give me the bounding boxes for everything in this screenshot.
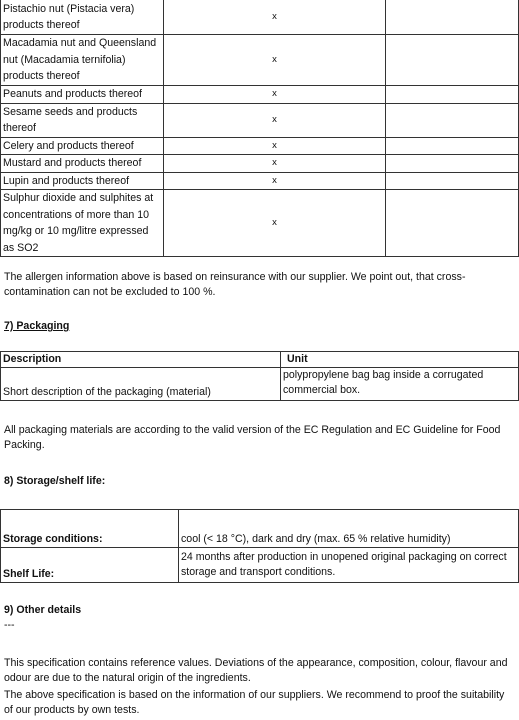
packaging-row bbox=[1, 368, 519, 401]
allergen-name: Sulphur dioxide and sulphites at concentrations of more than 10 mg/kg or 10 mg/litre expressed as SO2 bbox=[1, 190, 164, 257]
allergen-empty-cell bbox=[386, 86, 519, 104]
storage-heading: 8) Storage/shelf life: bbox=[4, 475, 106, 487]
packaging-col-description: Description bbox=[1, 352, 281, 368]
allergen-row bbox=[1, 137, 519, 155]
allergen-mark: x bbox=[164, 155, 386, 173]
allergen-name: Celery and products thereof bbox=[1, 137, 164, 155]
allergen-row bbox=[1, 155, 519, 173]
disclaimer-paragraph-2: The above specification is based on the information of our suppliers. We recommend to proof the suitability of our products by own tests. bbox=[4, 689, 505, 717]
shelf-life-value: 24 months after production in unopened original packaging on correct storage and transport conditions. bbox=[179, 548, 519, 583]
storage-conditions-row bbox=[1, 510, 519, 548]
allergen-name: Pistachio nut (Pistacia vera) products thereof bbox=[1, 0, 164, 35]
other-details-heading: 9) Other details bbox=[4, 604, 82, 616]
allergen-row bbox=[1, 190, 519, 257]
allergen-name: Sesame seeds and products thereof bbox=[1, 103, 164, 137]
allergen-mark: x bbox=[164, 137, 386, 155]
shelf-life-label: Shelf Life: bbox=[1, 548, 179, 583]
allergen-empty-cell bbox=[386, 137, 519, 155]
packaging-col-unit: Unit bbox=[281, 352, 519, 368]
allergen-empty-cell bbox=[386, 35, 519, 86]
allergen-mark: x bbox=[164, 172, 386, 190]
packaging-heading: 7) Packaging bbox=[4, 320, 70, 332]
allergen-name: Mustard and products thereof bbox=[1, 155, 164, 173]
storage-conditions-label: Storage conditions: bbox=[1, 510, 179, 548]
storage-conditions-value: cool (< 18 °C), dark and dry (max. 65 % relative humidity) bbox=[179, 510, 519, 548]
other-details-value: --- bbox=[4, 619, 15, 631]
allergen-mark: x bbox=[164, 103, 386, 137]
allergen-mark: x bbox=[164, 190, 386, 257]
allergen-empty-cell bbox=[386, 172, 519, 190]
allergen-name: Macadamia nut and Queensland nut (Macadamia ternifolia) products thereof bbox=[1, 35, 164, 86]
storage-table bbox=[0, 509, 519, 583]
allergen-empty-cell bbox=[386, 155, 519, 173]
allergen-mark: x bbox=[164, 0, 386, 35]
allergen-name: Lupin and products thereof bbox=[1, 172, 164, 190]
allergen-table-body bbox=[1, 0, 519, 257]
allergen-row bbox=[1, 103, 519, 137]
allergen-table bbox=[0, 0, 519, 257]
packaging-row-unit: polypropylene bag bag inside a corrugated commercial box. bbox=[281, 368, 519, 401]
allergen-note: The allergen information above is based on reinsurance with our supplier. We point out, that cross-contamination can not be excluded to 100 %. bbox=[4, 271, 466, 299]
allergen-mark: x bbox=[164, 86, 386, 104]
allergen-row bbox=[1, 35, 519, 86]
allergen-empty-cell bbox=[386, 190, 519, 257]
shelf-life-row bbox=[1, 548, 519, 583]
allergen-row bbox=[1, 86, 519, 104]
allergen-mark: x bbox=[164, 35, 386, 86]
allergen-empty-cell bbox=[386, 0, 519, 35]
packaging-note: All packaging materials are according to the valid version of the EC Regulation and EC Guideline for Food Packing. bbox=[4, 424, 501, 452]
packaging-row-description: Short description of the packaging (material) bbox=[1, 368, 281, 401]
allergen-name: Peanuts and products thereof bbox=[1, 86, 164, 104]
allergen-empty-cell bbox=[386, 103, 519, 137]
allergen-row bbox=[1, 172, 519, 190]
packaging-table bbox=[0, 351, 519, 401]
allergen-row bbox=[1, 0, 519, 35]
packaging-header-row bbox=[1, 352, 519, 368]
disclaimer-paragraph-1: This specification contains reference values. Deviations of the appearance, composition, colour, flavour and odour are due to the natural origin of the ingredients. bbox=[4, 657, 508, 685]
